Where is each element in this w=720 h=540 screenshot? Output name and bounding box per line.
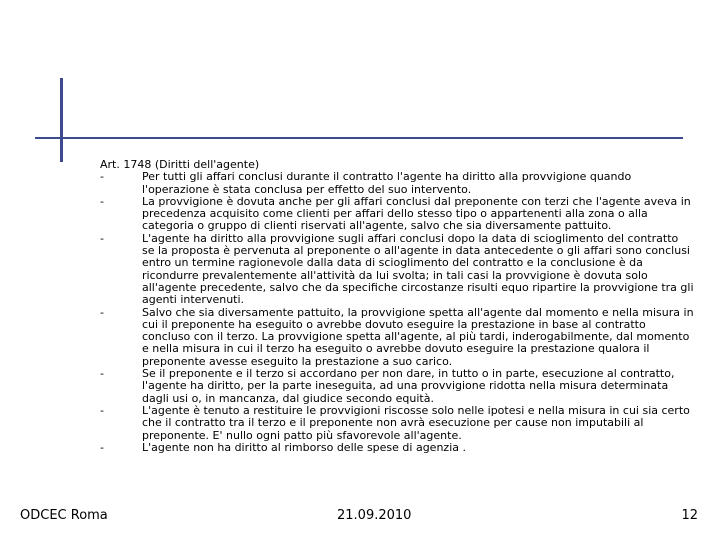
decorative-horizontal-line: [35, 137, 683, 139]
bullet-dash: -: [100, 194, 104, 208]
page-number: 12: [681, 508, 698, 523]
bullet-dash: -: [100, 440, 104, 454]
list-item-text: Salvo che sia diversamente pattuito, la provvigione spetta all'agente dal momento e nella misura in cui il preponente ha eseguito o avrebbe dovuto eseguire la prestazione in base al contratto concluso con il terzo. La provvigione spetta all'agente, al più tardi, inderogabilmente, dal momento e nella misura in cui il terzo ha eseguito o avrebbe dovuto eseguire la prestazione qualora il preponente avesse eseguito la prestazione a suo carico.: [142, 305, 694, 368]
bullet-dash: -: [100, 305, 104, 319]
list-item-text: L'agente è tenuto a restituire le provvigioni riscosse solo nelle ipotesi e nella misura in cui sia certo che il contratto tra il terzo e il preponente non avrà esecuzione per cause non imputabili al preponente. E' nullo ogni patto più sfavorevole all'agente.: [142, 403, 690, 442]
list-item-text: La provvigione è dovuta anche per gli affari conclusi dal preponente con terzi che l'agente aveva in precedenza acquisito come clienti per affari dello stesso tipo o appartenenti alla zona o alla categoria o gruppo di clienti riservati all'agente, salvo che sia diversamente pattuito.: [142, 194, 691, 233]
article-content: [100, 159, 694, 454]
list-item: [100, 171, 694, 196]
bullet-dash: -: [100, 231, 104, 245]
list-item: [100, 307, 694, 368]
list-item-text: Per tutti gli affari conclusi durante il contratto l'agente ha diritto alla provvigione quando l'operazione è stata conclusa per effetto del suo intervento.: [142, 170, 632, 196]
list-item-text: L'agente non ha diritto al rimborso delle spese di agenzia .: [142, 440, 466, 454]
list-item: [100, 196, 694, 233]
list-item: [100, 405, 694, 442]
article-heading: Art. 1748 (Diritti dell'agente): [100, 158, 260, 171]
bullet-dash: -: [100, 403, 104, 417]
list-item-text: L'agente ha diritto alla provvigione sugli affari conclusi dopo la data di scioglimento del contratto se la proposta è pervenuta al preponente o all'agente in data antecedente o gli affari sono conclusi entro un termine ragionevole dalla data di scioglimento del contratto e la conclusione è da ricondurre prevalentemente all'attività da lui svolta; in tali casi la provvigione è dovuta solo all'agente precedente, salvo che da specifiche circostanze risulti equo ripartire la provvigione tra gli agenti intervenuti.: [142, 231, 694, 307]
bullet-dash: -: [100, 170, 104, 184]
footer-organization: ODCEC Roma: [20, 508, 108, 523]
list-item-text: Se il preponente e il terzo si accordano per non dare, in tutto o in parte, esecuzione al contratto, l'agente ha diritto, per la parte ineseguita, ad una provvigione ridotta nella misura determinata dagli usi o, in mancanza, dal giudice secondo equità.: [142, 367, 675, 405]
bullet-dash: -: [100, 367, 104, 381]
decorative-vertical-line: [60, 78, 63, 162]
footer-date: 21.09.2010: [337, 508, 412, 523]
list-item: [100, 233, 694, 307]
list-item: [100, 442, 694, 454]
list-item: [100, 368, 694, 405]
